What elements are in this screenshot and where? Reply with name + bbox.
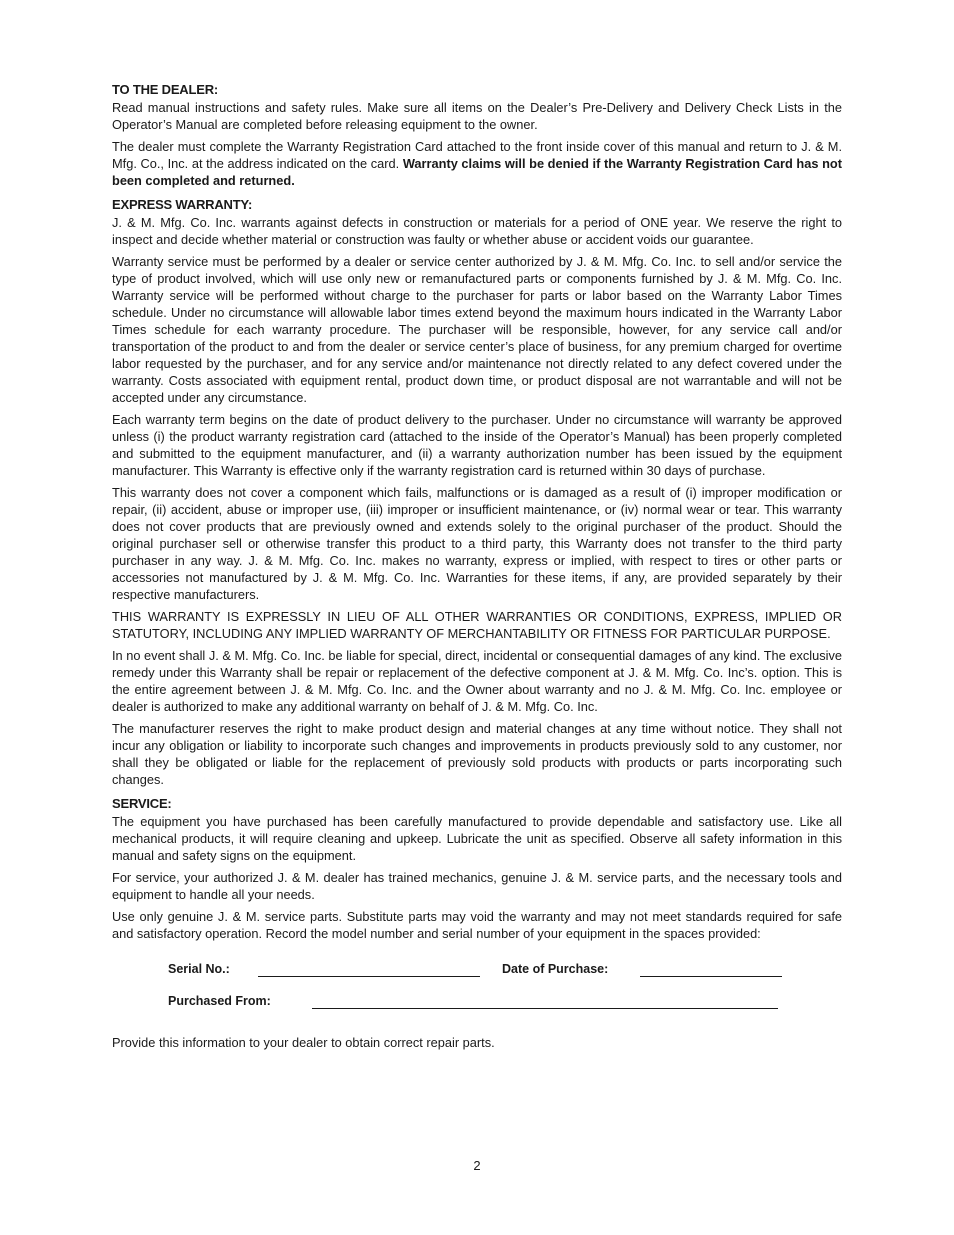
dealer-heading: TO THE DEALER:	[112, 82, 219, 97]
dealer-paragraph-2-bold: Warranty claims will be denied if the Warranty Registration Card has not been completed and returned.	[112, 156, 842, 188]
record-form	[112, 956, 842, 1026]
warranty-paragraph-5: THIS WARRANTY IS EXPRESSLY IN LIEU OF ALL OTHER WARRANTIES OR CONDITIONS, EXPRESS, IMPLIED OR STATUTORY, INCLUDING ANY IMPLIED WARRANTY OF MERCHANTABILITY OR FITNESS FOR PARTICULAR PURPOSE.	[112, 609, 842, 641]
purchased-from-label: Purchased From:	[168, 994, 271, 1008]
footer-note: Provide this information to your dealer to obtain correct repair parts.	[112, 1035, 495, 1050]
date-of-purchase-field[interactable]	[640, 958, 782, 977]
dealer-paragraph-2	[112, 138, 842, 189]
warranty-section	[112, 197, 842, 788]
warranty-paragraph-7: The manufacturer reserves the right to make product design and material changes at any time without notice. They shall not incur any obligation or liability to incorporate such changes and improvements in products previously sold to any customer, nor shall they be obligated or liable for the replacement of previously sold products with products or parts incorporating such changes.	[112, 721, 842, 787]
warranty-paragraph-6: In no event shall J. & M. Mfg. Co. Inc. be liable for special, direct, incidental or consequential damages of any kind. The exclusive remedy under this Warranty shall be repair or replacement of the defective component at J. & M. Mfg. Co. Inc’s. option. This is the entire agreement between J. & M. Mfg. Co. Inc. and the Owner about warranty and no J. & M. Mfg. Co. Inc. employee or dealer is authorized to make any additional warranty on behalf of J. & M. Mfg. Co. Inc.	[112, 648, 842, 714]
service-paragraph-3: Use only genuine J. & M. service parts. Substitute parts may void the warranty and may not meet standards required for safe and satisfactory operation. Record the model number and serial number of your equipment in the spaces provided:	[112, 909, 842, 941]
warranty-paragraph-2: Warranty service must be performed by a dealer or service center authorized by J. & M. Mfg. Co. Inc. to sell and/or service the type of product involved, which will use only new or remanufactured parts or components furnished by J. & M. Mfg. Co. Inc. Warranty service will be performed without charge to the purchaser for parts or labor based on the Warranty Labor Times schedule. Under no circumstance will allowable labor times extend beyond the maximum hours indicated in the Warranty Labor Times schedule for each warranty procedure. The purchaser will be responsible, however, for any service call and/or transportation of the product to and from the dealer or service center’s place of business, for any premium charged for overtime labor requested by the purchaser, and for any service and/or maintenance not directly related to any defect covered under the warranty. Costs associated with equipment rental, product down time, or product disposal are not warrantable and will not be accepted under any circumstance.	[112, 254, 842, 405]
document-page	[112, 82, 842, 1056]
serial-number-field[interactable]	[258, 958, 480, 977]
service-section	[112, 796, 842, 942]
dealer-paragraph-1: Read manual instructions and safety rules. Make sure all items on the Dealer’s Pre-Delivery and Delivery Check Lists in the Operator’s Manual are completed before releasing equipment to the owner.	[112, 100, 842, 132]
dealer-paragraph-2-text: The dealer must complete the Warranty Registration Card attached to the front inside cover of this manual and return to J. & M. Mfg. Co., Inc. at the address indicated on the card.	[112, 139, 842, 171]
purchased-from-field[interactable]	[312, 990, 778, 1009]
dealer-section	[112, 82, 842, 189]
serial-number-label: Serial No.:	[168, 962, 230, 976]
page-number: 2	[473, 1158, 481, 1173]
service-heading: SERVICE:	[112, 796, 172, 811]
service-paragraph-2: For service, your authorized J. & M. dealer has trained mechanics, genuine J. & M. service parts, and the necessary tools and equipment to handle all your needs.	[112, 870, 842, 902]
warranty-heading: EXPRESS WARRANTY:	[112, 197, 253, 212]
date-of-purchase-label: Date of Purchase:	[502, 962, 609, 976]
warranty-paragraph-4: This warranty does not cover a component which fails, malfunctions or is damaged as a result of (i) improper modification or repair, (ii) accident, abuse or improper use, (iii) improper or insufficient maintenance, or (iv) normal wear or tear. This warranty does not cover products that are previously owned and extends solely to the original purchaser of the product. Should the original purchaser sell or otherwise transfer this product to a third party, this Warranty does not transfer to the third party purchaser in any way. J. & M. Mfg. Co. Inc. makes no warranty, express or implied, with respect to tires or other parts or accessories not manufactured by J. & M. Mfg. Co. Inc. Warranties for these items, if any, are provided separately by their respective manufacturers.	[112, 485, 842, 602]
service-paragraph-1: The equipment you have purchased has been carefully manufactured to provide dependable and satisfactory use. Like all mechanical products, it will require cleaning and upkeep. Lubricate the unit as specified. Observe all safety information in this manual and safety signs on the equipment.	[112, 814, 842, 863]
warranty-paragraph-3: Each warranty term begins on the date of product delivery to the purchaser. Under no circumstance will warranty be approved unless (i) the product warranty registration card (attached to the inside of the Operator’s Manual) has been properly completed and submitted to the equipment manufacturer, and (ii) a warranty authorization number has been issued by the equipment manufacturer. This Warranty is effective only if the warranty registration card is returned within 30 days of purchase.	[112, 412, 842, 478]
warranty-paragraph-1: J. & M. Mfg. Co. Inc. warrants against defects in construction or materials for a period of ONE year. We reserve the right to inspect and decide whether material or construction was faulty or whether abuse or accident voids our guarantee.	[112, 215, 842, 247]
